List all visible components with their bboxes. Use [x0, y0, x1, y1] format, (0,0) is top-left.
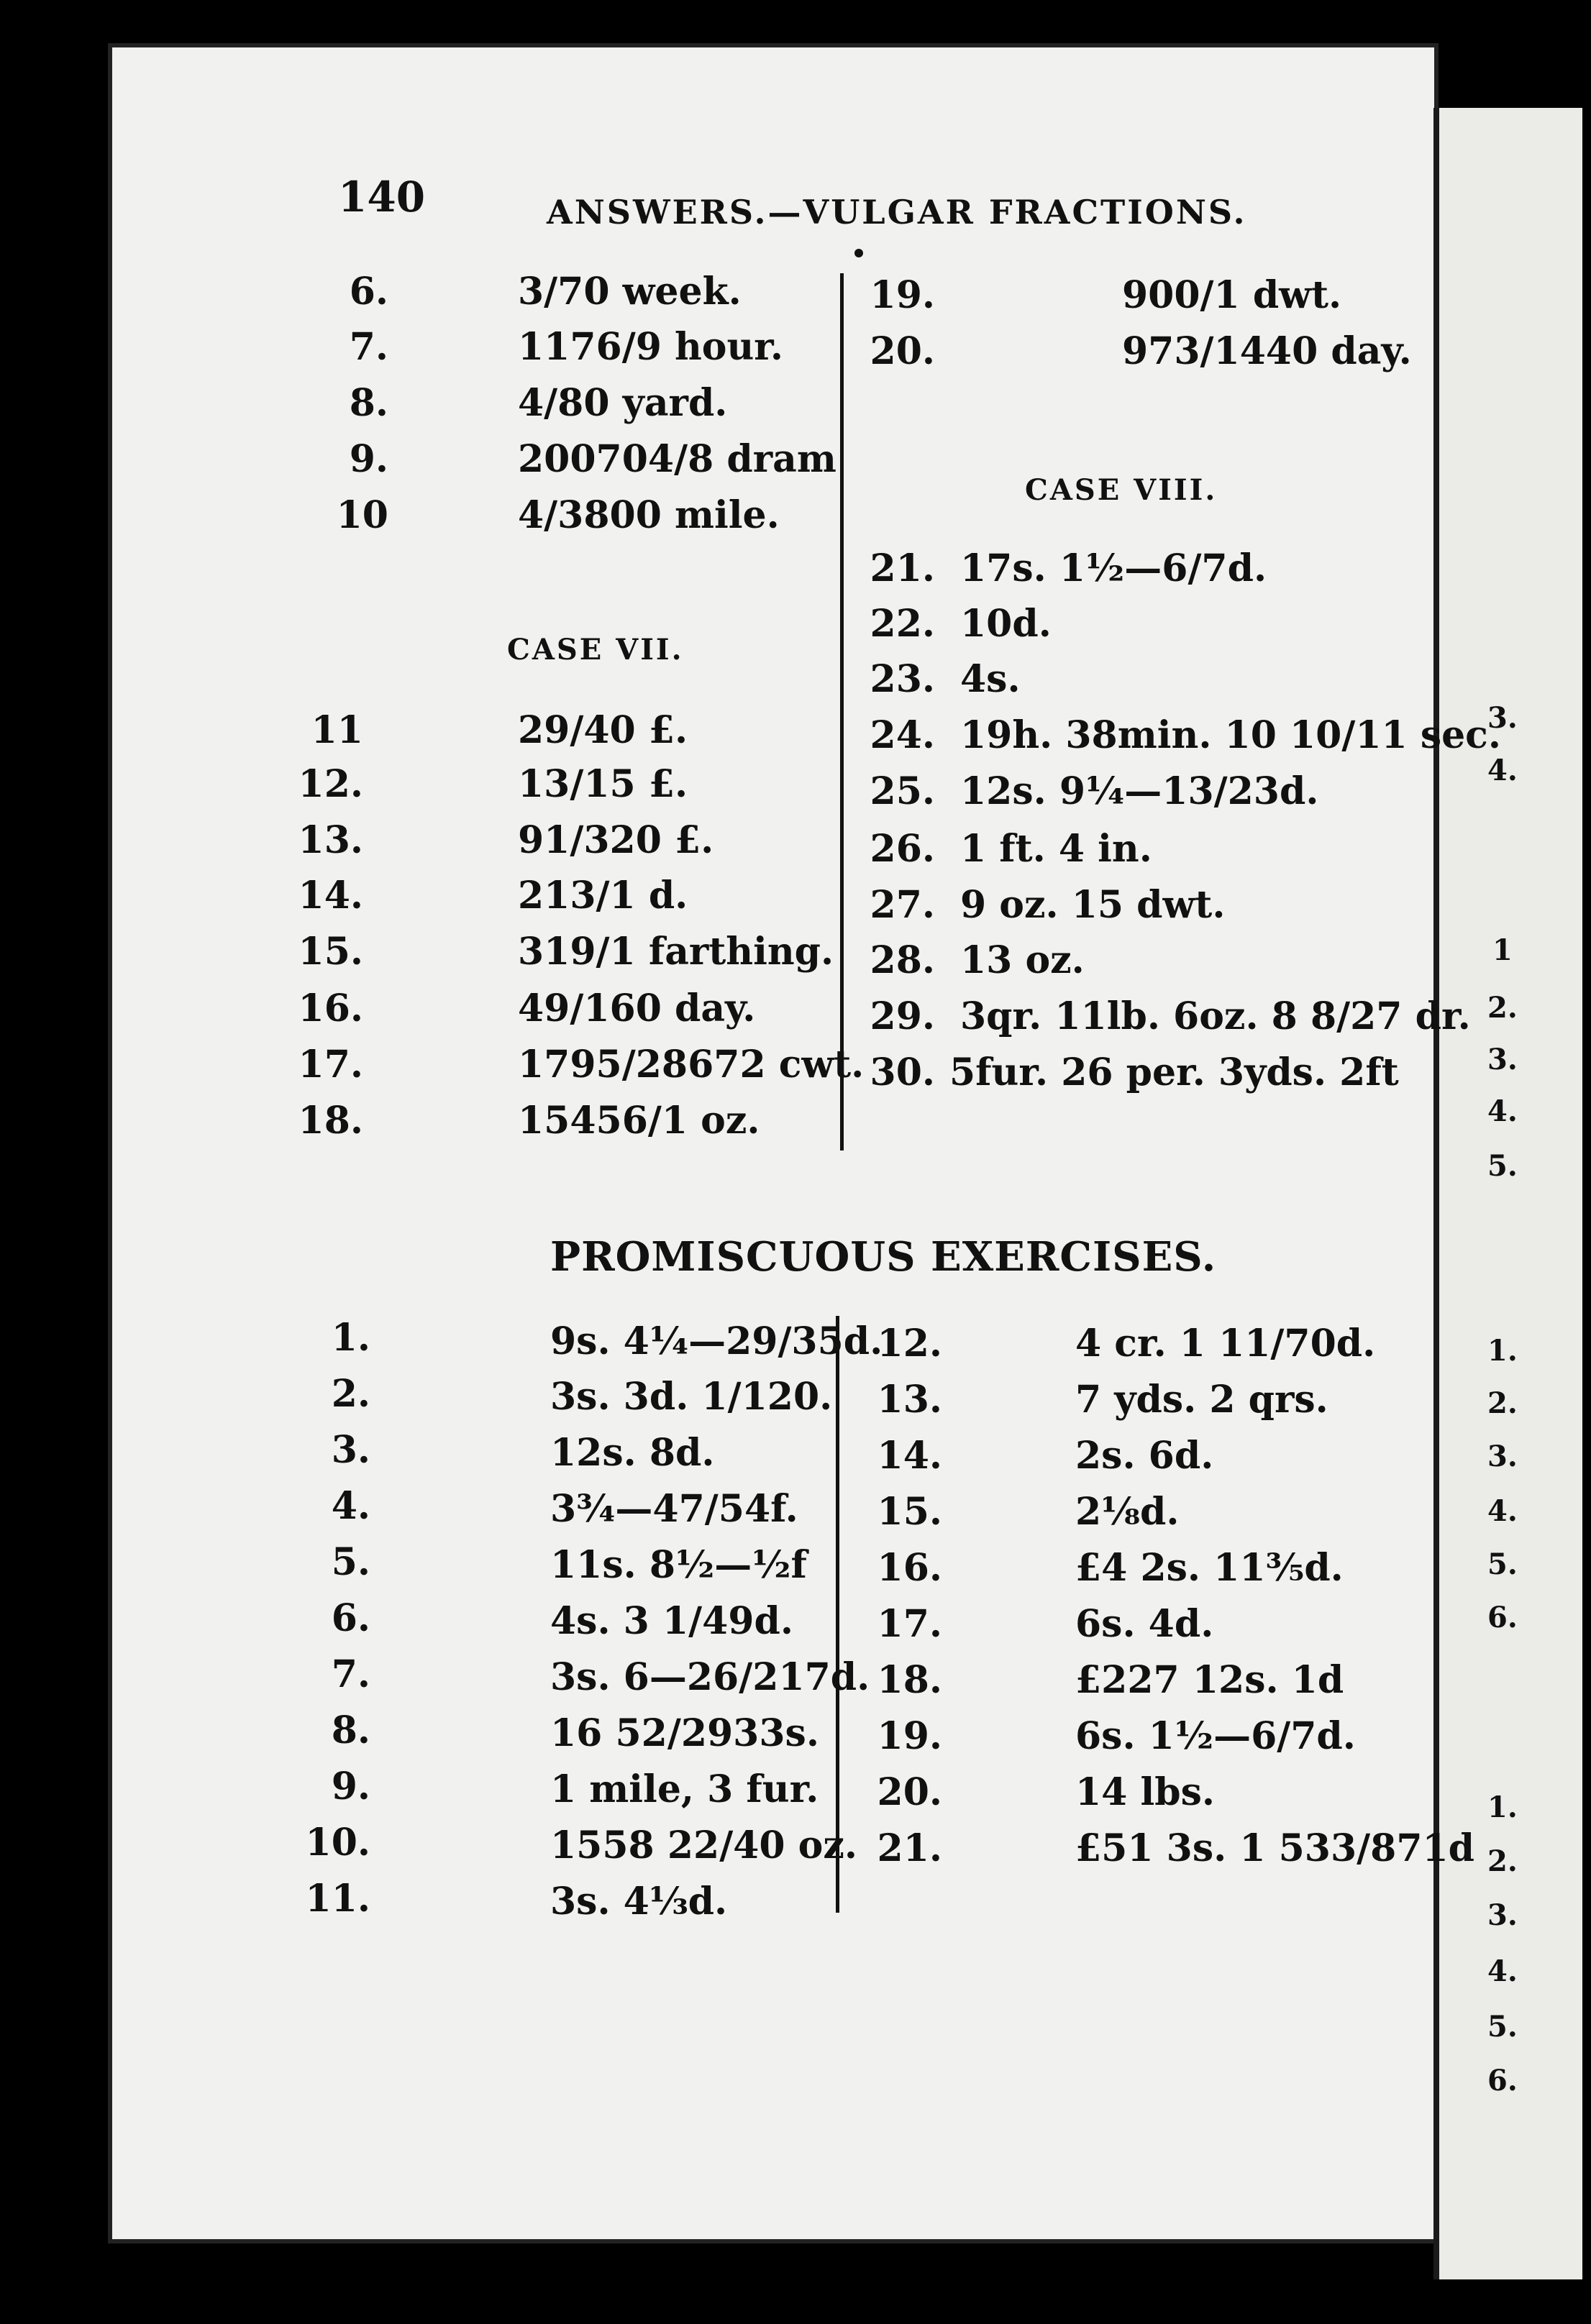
list-item-number: 8.: [349, 381, 388, 425]
list-item-answer: 12s. 8d.: [550, 1431, 715, 1475]
case-viii-heading: CASE VIII.: [1025, 473, 1218, 507]
edge-mark: 3.: [1487, 1898, 1518, 1932]
list-item-answer: 1176/9 hour.: [518, 325, 784, 369]
list-item-number: 4.: [331, 1484, 370, 1528]
list-item-answer: 13 oz.: [960, 938, 1085, 982]
list-item-answer: 1 ft. 4 in.: [960, 827, 1152, 871]
list-item-answer: 14 lbs.: [1075, 1770, 1215, 1814]
list-item-number: 3.: [331, 1428, 370, 1472]
page-fold: [1433, 108, 1439, 2279]
list-item-answer: 973/1440 day.: [1122, 329, 1412, 373]
list-item-number: 7.: [331, 1652, 370, 1696]
edge-mark: 2.: [1487, 1844, 1518, 1878]
list-item-answer: 3s. 4⅓d.: [550, 1880, 728, 1923]
list-item-number: 12.: [877, 1322, 942, 1365]
list-item-answer: 91/320 £.: [518, 818, 714, 862]
facing-page-edge: [1439, 108, 1582, 2279]
edge-mark: 5.: [1487, 1547, 1518, 1581]
list-item-answer: 213/1 d.: [518, 874, 688, 918]
edge-mark: 3.: [1487, 1043, 1518, 1076]
list-item-answer: 4 cr. 1 11/70d.: [1075, 1322, 1376, 1365]
list-item-number: 6.: [331, 1596, 370, 1640]
list-item-answer: 49/160 day.: [518, 987, 756, 1030]
upper-column-divider: [840, 273, 844, 1150]
list-item-number: 23.: [870, 657, 935, 701]
list-item-number: 20.: [870, 329, 935, 373]
list-item-answer: 17s. 1½—6/7d.: [960, 546, 1267, 590]
list-item-number: 10: [336, 493, 388, 537]
list-item-answer: 4/80 yard.: [518, 381, 728, 425]
list-item-number: 1.: [331, 1316, 370, 1360]
list-item-answer: 6s. 4d.: [1075, 1602, 1214, 1646]
list-item-number: 17.: [298, 1043, 363, 1086]
list-item-answer: 19h. 38min. 10 10/11 sec.: [960, 713, 1501, 757]
list-item-number: 27.: [870, 883, 935, 927]
edge-mark: 4.: [1487, 1954, 1518, 1988]
list-item-number: 15.: [298, 930, 363, 974]
list-item-number: 19.: [877, 1714, 942, 1758]
list-item-number: 13.: [877, 1378, 942, 1422]
list-item-answer: 1 mile, 3 fur.: [550, 1767, 819, 1811]
list-item-number: 26.: [870, 827, 935, 871]
list-item-number: 28.: [870, 938, 935, 982]
edge-mark: 5.: [1487, 2010, 1518, 2044]
list-item-answer: 16 52/2933s.: [550, 1711, 819, 1755]
list-item-number: 20.: [877, 1770, 942, 1814]
edge-mark: 2.: [1487, 1386, 1518, 1420]
list-item-number: 6.: [349, 270, 388, 314]
edge-mark: 1.: [1487, 1790, 1518, 1824]
list-item-answer: 2s. 6d.: [1075, 1434, 1214, 1478]
list-item-number: 7.: [349, 325, 388, 369]
list-item-number: 11: [311, 708, 363, 752]
list-item-number: 16.: [877, 1546, 942, 1590]
list-item-answer: 4/3800 mile.: [518, 493, 780, 537]
list-item-number: 10.: [305, 1821, 370, 1865]
list-item-number: 16.: [298, 987, 363, 1030]
list-item-answer: 12s. 9¼—13/23d.: [960, 769, 1319, 813]
list-item-answer: 4s.: [960, 657, 1021, 701]
edge-mark: 6.: [1487, 1601, 1518, 1634]
list-item-number: 11.: [305, 1877, 370, 1921]
list-item-answer: £4 2s. 11⅗d.: [1075, 1546, 1344, 1590]
edge-mark: 5.: [1487, 1149, 1518, 1183]
edge-mark: 1.: [1487, 1334, 1518, 1368]
list-item-number: 22.: [870, 602, 935, 646]
list-item-number: 9.: [349, 437, 388, 481]
header-dot: [854, 249, 863, 257]
list-item-answer: 9 oz. 15 dwt.: [960, 883, 1226, 927]
page-number: 140: [338, 173, 426, 221]
edge-mark: 3.: [1487, 1440, 1518, 1473]
edge-mark: 1: [1492, 933, 1513, 967]
list-item-answer: 29/40 £.: [518, 708, 688, 752]
list-item-number: 19.: [870, 273, 935, 317]
list-item-number: 29.: [870, 994, 935, 1038]
list-item-answer: £227 12s. 1d: [1075, 1658, 1344, 1702]
edge-mark: 2.: [1487, 991, 1518, 1025]
list-item-answer: 200704/8 dram: [518, 437, 836, 481]
list-item-number: 5.: [331, 1540, 370, 1584]
list-item-number: 21.: [870, 546, 935, 590]
edge-mark: 6.: [1487, 2064, 1518, 2097]
list-item-answer: 5fur. 26 per. 3yds. 2ft: [949, 1051, 1399, 1094]
list-item-answer: 11s. 8½—½f: [550, 1543, 807, 1587]
list-item-number: 2.: [331, 1372, 370, 1416]
list-item-answer: 9s. 4¼—29/35d.: [550, 1319, 883, 1363]
list-item-number: 17.: [877, 1602, 942, 1646]
list-item-number: 30.: [870, 1051, 935, 1094]
list-item-answer: 13/15 £.: [518, 762, 688, 806]
edge-mark: 3.: [1487, 701, 1518, 735]
list-item-number: 15.: [877, 1490, 942, 1534]
list-item-number: 25.: [870, 769, 935, 813]
list-item-number: 8.: [331, 1708, 370, 1752]
list-item-answer: 3/70 week.: [518, 270, 742, 314]
list-item-answer: £51 3s. 1 533/871d: [1075, 1826, 1475, 1870]
list-item-number: 21.: [877, 1826, 942, 1870]
list-item-number: 9.: [331, 1765, 370, 1808]
list-item-answer: 1795/28672 cwt.: [518, 1043, 865, 1086]
list-item-number: 14.: [298, 874, 363, 918]
list-item-answer: 15456/1 oz.: [518, 1099, 760, 1143]
page-title: ANSWERS.—VULGAR FRACTIONS.: [547, 193, 1247, 232]
list-item-answer: 3s. 3d. 1/120.: [550, 1375, 833, 1419]
list-item-answer: 10d.: [960, 602, 1052, 646]
list-item-number: 14.: [877, 1434, 942, 1478]
list-item-answer: 319/1 farthing.: [518, 930, 834, 974]
list-item-answer: 7 yds. 2 qrs.: [1075, 1378, 1328, 1422]
edge-mark: 4.: [1487, 754, 1518, 787]
edge-mark: 4.: [1487, 1494, 1518, 1528]
list-item-answer: 6s. 1½—6/7d.: [1075, 1714, 1356, 1758]
list-item-answer: 3s. 6—26/217d.: [550, 1655, 870, 1699]
list-item-answer: 3¾—47/54f.: [550, 1487, 798, 1531]
list-item-answer: 1558 22/40 oz.: [550, 1824, 857, 1867]
list-item-number: 18.: [877, 1658, 942, 1702]
list-item-number: 13.: [298, 818, 363, 862]
list-item-number: 18.: [298, 1099, 363, 1143]
case-vii-heading: CASE VII.: [507, 633, 684, 667]
list-item-number: 24.: [870, 713, 935, 757]
list-item-answer: 3qr. 11lb. 6oz. 8 8/27 dr.: [960, 994, 1471, 1038]
list-item-answer: 2⅛d.: [1075, 1490, 1180, 1534]
list-item-number: 12.: [298, 762, 363, 806]
list-item-answer: 900/1 dwt.: [1122, 273, 1342, 317]
list-item-answer: 4s. 3 1/49d.: [550, 1599, 793, 1643]
promiscuous-exercises-heading: PROMISCUOUS EXERCISES.: [550, 1233, 1217, 1281]
edge-mark: 4.: [1487, 1094, 1518, 1128]
